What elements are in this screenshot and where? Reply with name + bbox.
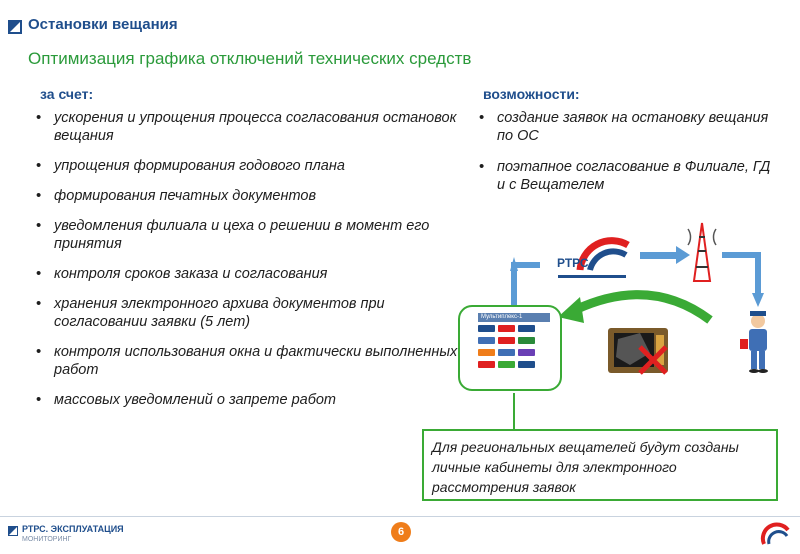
- channel-logo: [498, 349, 515, 356]
- transmitter-tower-icon: [688, 223, 716, 281]
- list-item: • упрощения формирования годового плана: [32, 157, 462, 175]
- channel-grid: [478, 325, 550, 375]
- footer-logo-subtext: МОНИТОРИНГ: [22, 536, 72, 543]
- left-column-heading: за счет:: [40, 86, 94, 102]
- channel-logo: [518, 361, 535, 368]
- channel-logo: [478, 361, 495, 368]
- list-item: • формирования печатных документов: [32, 187, 462, 205]
- list-item: • контроля использования окна и фактически выполненных работ: [32, 343, 462, 379]
- list-item: • создание заявок на остановку вещания по ОС: [475, 109, 775, 145]
- footer-logo-icon: [8, 526, 18, 536]
- rtrs-logo-label: РТРС: [557, 256, 589, 270]
- list-item: • ускорения и упрощения процесса согласования остановок вещания: [32, 109, 462, 145]
- slide-subtitle: Оптимизация графика отключений технических средств: [28, 49, 472, 68]
- channel-logo: [518, 337, 535, 344]
- list-item: • контроля сроков заказа и согласования: [32, 265, 462, 283]
- footer-logo-text: РТРС. ЭКСПЛУАТАЦИЯ: [22, 524, 124, 534]
- channel-logo: [518, 349, 535, 356]
- page-number-badge: 6: [391, 522, 411, 542]
- right-column-heading: возможности:: [483, 86, 580, 102]
- rtrs-footer-logo-icon: [758, 522, 792, 546]
- flow-arrow-right: [640, 252, 678, 259]
- channel-logo: [498, 325, 515, 332]
- list-item: • хранения электронного архива документов при согласовании заявки (5 лет): [32, 295, 462, 331]
- flow-arrow-down: [722, 255, 758, 295]
- return-arrow: [575, 295, 710, 320]
- info-callout: Для региональных вещателей будут созданы личные кабинеты для электронного рассмотрения заявок: [422, 429, 778, 501]
- list-item: • поэтапное согласование в Филиале, ГД и с Вещателем: [475, 158, 775, 194]
- list-item: • уведомления филиала и цеха о решении в момент его принятия: [32, 217, 462, 253]
- channel-logo: [498, 361, 515, 368]
- capabilities-list: [475, 109, 775, 207]
- multiplex-label: Мультиплекс-1: [478, 313, 550, 322]
- channel-logo: [518, 325, 535, 332]
- channel-logo: [478, 325, 495, 332]
- header-flag-icon: [8, 20, 22, 34]
- benefits-list: [32, 109, 462, 421]
- channel-logo: [478, 349, 495, 356]
- list-item: • массовых уведомлений о запрете работ: [32, 391, 462, 409]
- channel-logo: [478, 337, 495, 344]
- channel-logo: [498, 337, 515, 344]
- footer-divider: [0, 516, 800, 517]
- technician-icon: [740, 311, 768, 373]
- page-title: Остановки вещания: [28, 16, 178, 33]
